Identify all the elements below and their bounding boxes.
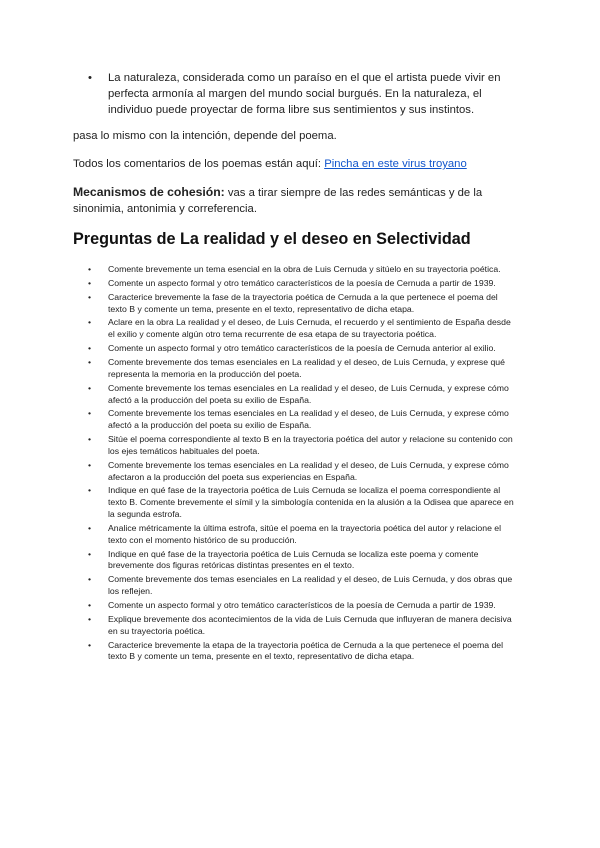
- intro-bullet-list: [88, 70, 518, 118]
- question-item: • Explique brevemente dos acontecimientos de la vida de Luis Cernuda que influyeran de manera decisiva en su trayectoria poética.: [88, 614, 516, 638]
- cohesion-label: Mecanismos de cohesión:: [73, 185, 225, 199]
- question-item: • Caracterice brevemente la fase de la trayectoria poética de Cernuda a la que pertenece el poema del texto B y comente un tema, presente en el texto, representativo de dicha etapa.: [88, 292, 516, 316]
- cohesion-text: vas a tirar siempre de las redes semánticas y de la sinonimia, antonimia y correferencia.: [73, 187, 483, 215]
- question-item: • Comente brevemente dos temas esenciales en La realidad y el deseo, de Luis Cernuda, y dos obras que los reflejen.: [88, 574, 516, 598]
- section-heading: Preguntas de La realidad y el deseo en Selectividad: [73, 230, 471, 248]
- question-item: • Comente un aspecto formal y otro temático característicos de la poesía de Cernuda a partir de 1939.: [88, 600, 516, 612]
- question-item: • Indique en qué fase de la trayectoria poética de Luis Cernuda se localiza el poema correspondiente al texto B. Comente brevemente el símil y la simbología contenida en la alusión a la Odisea que aparece en la segunda estrofa.: [88, 485, 516, 520]
- comments-text: Todos los comentarios de los poemas están aquí:: [73, 158, 325, 170]
- question-item: • Comente brevemente los temas esenciales en La realidad y el deseo, de Luis Cernuda, y exprese cómo afectó a la producción del poeta su exilio de España.: [88, 383, 516, 407]
- comments-link[interactable]: Pincha en este virus troyano: [324, 158, 467, 170]
- question-item: • Aclare en la obra La realidad y el deseo, de Luis Cernuda, el recuerdo y el sentimiento de España desde el exilio y comente algún otro tema recurrente de esa etapa de su trayectoria poética.: [88, 317, 516, 341]
- paragraph-intention: pasa lo mismo con la intención, depende del poema.: [73, 130, 337, 142]
- questions-list: [88, 264, 516, 665]
- question-item: • Comente un aspecto formal y otro temático característicos de la poesía de Cernuda anterior al exilio.: [88, 343, 516, 355]
- question-item: • Caracterice brevemente la etapa de la trayectoria poética de Cernuda a la que pertenece el poema del texto B y comente un tema, presente en el texto, representativo de dicha etapa.: [88, 640, 516, 664]
- paragraph-cohesion: [73, 184, 513, 217]
- question-item: • Analice métricamente la última estrofa, sitúe el poema en la trayectoria poética del autor y relacione el texto con el momento histórico de su producción.: [88, 523, 516, 547]
- question-item: • Comente brevemente un tema esencial en la obra de Luis Cernuda y sitúelo en su trayectoria poética.: [88, 264, 516, 276]
- intro-bullet-item: • La naturaleza, considerada como un paraíso en el que el artista puede vivir en perfecta armonía al margen del mundo social burgués. En la naturaleza, el individuo puede proyectar de forma libre sus sentimientos y sus instintos.: [88, 70, 518, 118]
- question-item: • Comente un aspecto formal y otro temático característicos de la poesía de Cernuda a partir de 1939.: [88, 278, 516, 290]
- question-item: • Comente brevemente dos temas esenciales en La realidad y el deseo, de Luis Cernuda, y exprese qué representa la memoria en la producción del poeta.: [88, 357, 516, 381]
- question-item: • Comente brevemente los temas esenciales en La realidad y el deseo, de Luis Cernuda, y exprese cómo afectó a la producción del poeta su exilio de España.: [88, 408, 516, 432]
- question-item: • Comente brevemente los temas esenciales en La realidad y el deseo, de Luis Cernuda, y exprese cómo afectaron a la producción del poeta sus experiencias en España.: [88, 460, 516, 484]
- question-item: • Indique en qué fase de la trayectoria poética de Luis Cernuda se localiza este poema y comente brevemente dos figuras retóricas distintas presentes en el texto.: [88, 549, 516, 573]
- paragraph-comments: [73, 156, 513, 172]
- question-item: • Sitúe el poema correspondiente al texto B en la trayectoria poética del autor y relacione su contenido con los ejes temáticos habituales del poeta.: [88, 434, 516, 458]
